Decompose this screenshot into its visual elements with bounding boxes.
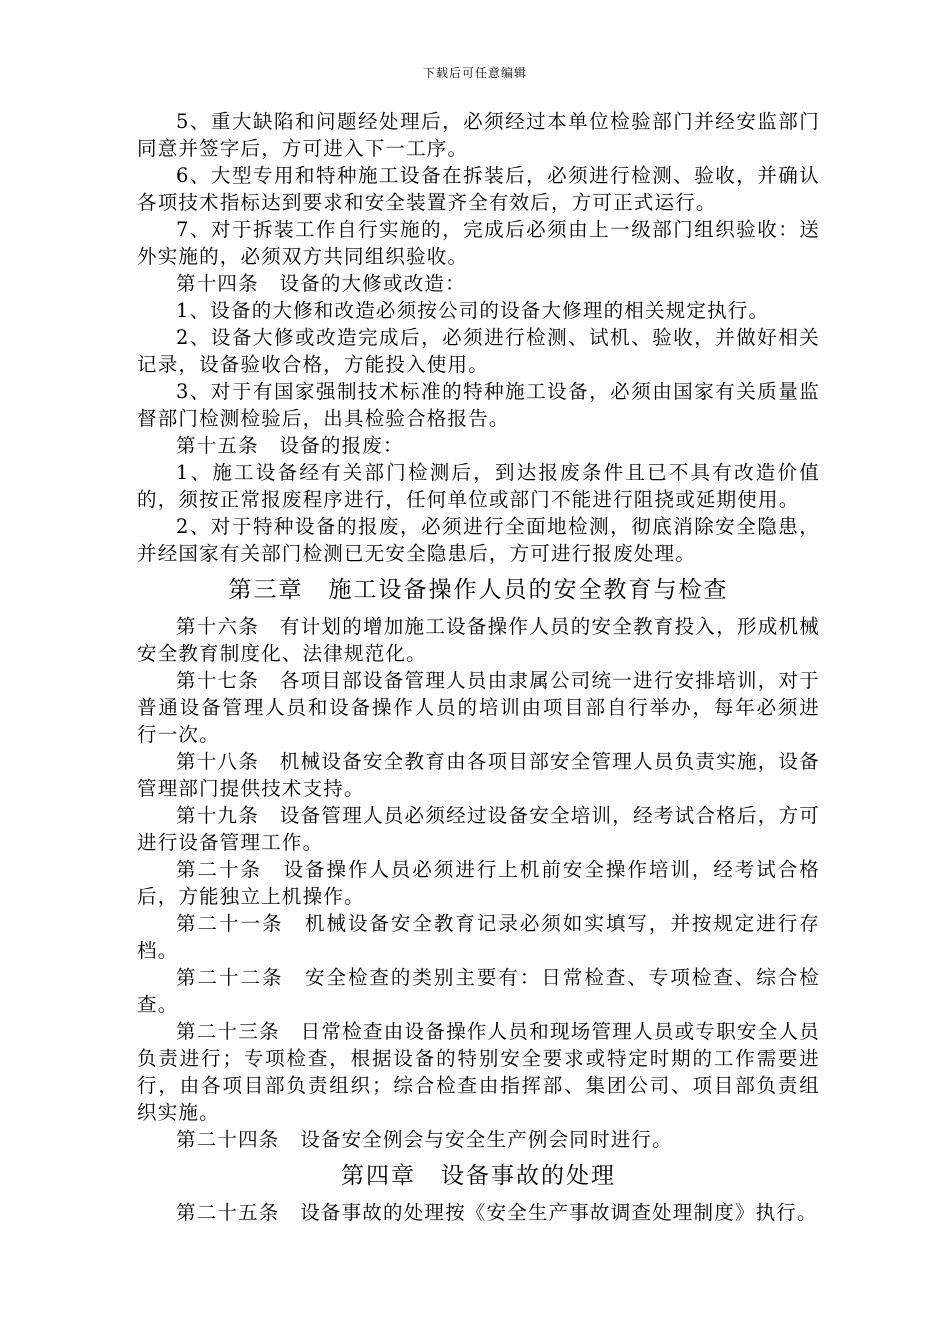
paragraph: 第十四条 设备的大修或改造：: [176, 272, 466, 295]
chapter-heading: 第四章 设备事故的处理: [341, 1163, 616, 1189]
paragraph: 第二十条 设备操作人员必须进行上机前安全操作培训，经考试合格后，方能独立上机操作。: [137, 858, 820, 908]
paragraph: 2、对于特种设备的报废，必须进行全面地检测，彻底消除安全隐患，并经国家有关部门检测已无安全隐患后，方可进行报废处理。: [137, 515, 820, 565]
paragraph: 第二十三条 日常检查由设备操作人员和现场管理人员或专职安全人员负责进行；专项检查，根据设备的特别安全要求或特定时期的工作需要进行，由各项目部负责组织；综合检查由指挥部、集团公司、项目部负责组织实施。: [137, 1020, 820, 1124]
paragraph: 2、设备大修或改造完成后，必须进行检测、试机、验收，并做好相关记录，设备验收合格，方能投入使用。: [137, 326, 820, 376]
paragraph: 第十六条 有计划的增加施工设备操作人员的安全教育投入，形成机械安全教育制度化、法律规范化。: [137, 615, 820, 665]
header-note: 下载后可任意编辑: [422, 66, 527, 80]
document-body: [137, 108, 820, 1226]
paragraph: 第二十五条 设备事故的处理按《安全生产事故调查处理制度》执行。: [176, 1201, 818, 1224]
paragraph: 5、重大缺陷和问题经处理后，必须经过本单位检验部门并经安监部门同意并签字后，方可进入下一工序。: [137, 110, 820, 160]
paragraph: 第二十四条 设备安全例会与安全生产例会同时进行。: [176, 1128, 673, 1151]
paragraph: 3、对于有国家强制技术标准的特种施工设备，必须由国家有关质量监督部门检测检验后，出具检验合格报告。: [137, 380, 820, 430]
paragraph: 第十八条 机械设备安全教育由各项目部安全管理人员负责实施，设备管理部门提供技术支持。: [137, 750, 820, 800]
paragraph: 7、对于拆装工作自行实施的，完成后必须由上一级部门组织验收：送外实施的，必须双方共同组织验收。: [137, 218, 820, 268]
paragraph: 第十九条 设备管理人员必须经过设备安全培训，经考试合格后，方可进行设备管理工作。: [137, 804, 820, 854]
paragraph: 第二十一条 机械设备安全教育记录必须如实填写，并按规定进行存档。: [137, 912, 820, 962]
chapter-heading: 第三章 施工设备操作人员的安全教育与检查: [228, 577, 729, 603]
paragraph: 第十七条 各项目部设备管理人员由隶属公司统一进行安排培训，对于普通设备管理人员和设备操作人员的培训由项目部自行举办，每年必须进行一次。: [137, 669, 820, 746]
paragraph: 6、大型专用和特种施工设备在拆装后，必须进行检测、验收，并确认各项技术指标达到要求和安全装置齐全有效后，方可正式运行。: [137, 164, 820, 214]
paragraph: 1、施工设备经有关部门检测后，到达报废条件且已不具有改造价值的，须按正常报废程序进行，任何单位或部门不能进行阻挠或延期使用。: [137, 461, 820, 511]
paragraph: 第二十二条 安全检查的类别主要有：日常检查、专项检查、综合检查。: [137, 966, 820, 1016]
paragraph: 1、设备的大修和改造必须按公司的设备大修理的相关规定执行。: [176, 299, 770, 322]
paragraph: 第十五条 设备的报废：: [176, 434, 404, 457]
